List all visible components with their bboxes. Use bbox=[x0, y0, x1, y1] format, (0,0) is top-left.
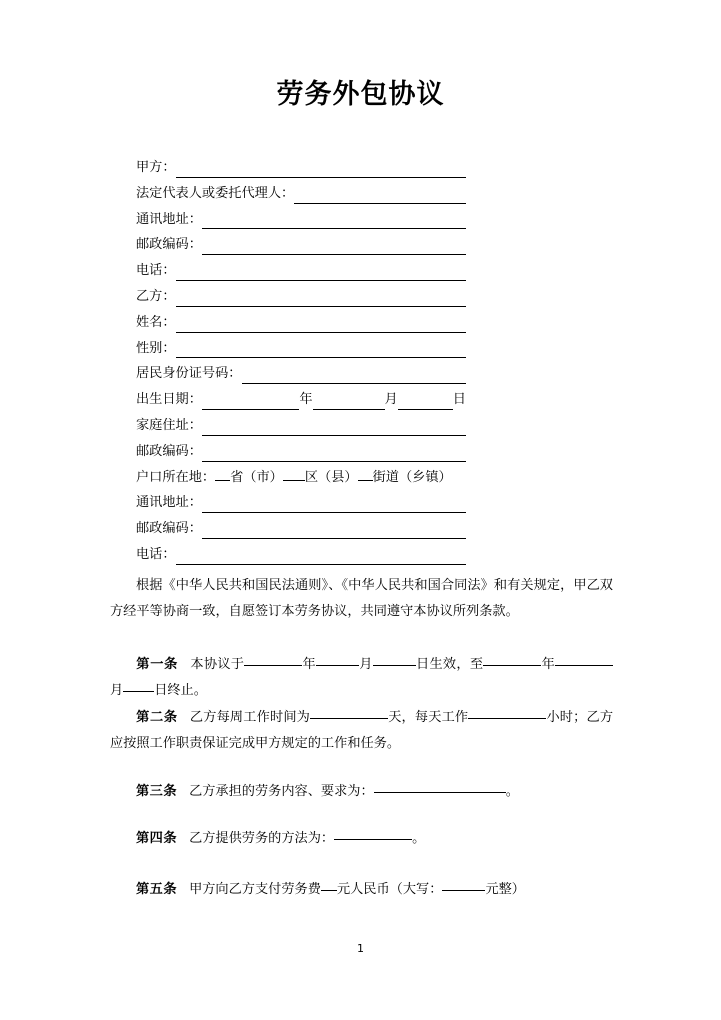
clause-number: 第四条 bbox=[136, 831, 178, 846]
fill-in-blank-amount-numeric[interactable] bbox=[321, 890, 337, 891]
fill-in-blank-end-year[interactable] bbox=[483, 665, 541, 666]
field-label: 法定代表人或委托代理人： bbox=[136, 185, 295, 201]
party-information-fields bbox=[136, 155, 466, 568]
fill-in-blank[interactable] bbox=[176, 177, 466, 178]
clause-text: 。 bbox=[505, 784, 519, 799]
field-label: 邮政编码： bbox=[136, 521, 202, 537]
fill-in-blank[interactable] bbox=[176, 564, 466, 565]
fill-in-blank-service-content[interactable] bbox=[374, 792, 506, 793]
field-row-postal-code-home bbox=[136, 439, 466, 465]
intro-text: 根据《中华人民共和国民法通则》、《中华人民共和国合同法》和有关规定，甲乙双方经平等协商一致，自愿签订本劳务协议，共同遵守本协议所列条款。 bbox=[110, 578, 613, 619]
fill-in-blank-days-per-week[interactable] bbox=[310, 718, 388, 719]
field-label: 家庭住址： bbox=[136, 417, 202, 433]
fill-in-blank[interactable] bbox=[294, 203, 466, 204]
clause-2 bbox=[110, 705, 613, 757]
clause-4 bbox=[110, 826, 613, 852]
field-label: 通讯地址： bbox=[136, 211, 202, 227]
clause-text: 甲方向乙方支付劳务费 bbox=[189, 882, 321, 897]
fill-in-blank-start-month[interactable] bbox=[316, 665, 359, 666]
field-label: 户口所在地： bbox=[136, 469, 216, 485]
field-label: 出生日期： bbox=[136, 392, 202, 408]
page-number: 1 bbox=[357, 942, 364, 955]
field-row-party-b bbox=[136, 284, 466, 310]
clause-3 bbox=[110, 779, 613, 805]
fill-in-blank[interactable] bbox=[202, 435, 466, 436]
clause-1 bbox=[110, 652, 613, 704]
fill-in-blank[interactable] bbox=[202, 254, 466, 255]
clause-text: 元人民币（大写： bbox=[336, 882, 443, 897]
unit-month: 月 bbox=[384, 392, 398, 408]
fill-in-blank-district[interactable] bbox=[283, 480, 305, 481]
field-label: 甲方： bbox=[136, 160, 176, 175]
fill-in-blank-end-month[interactable] bbox=[555, 665, 613, 666]
household-segment-street: 街道（乡镇） bbox=[372, 469, 452, 485]
fill-in-blank[interactable] bbox=[202, 538, 466, 539]
fill-in-blank-hours-per-day[interactable] bbox=[468, 718, 546, 719]
clause-number: 第一条 bbox=[136, 657, 179, 672]
clause-number: 第三条 bbox=[136, 784, 178, 799]
clause-number: 第五条 bbox=[136, 882, 178, 897]
fill-in-blank-year[interactable] bbox=[202, 409, 299, 410]
clause-text: 日终止。 bbox=[154, 683, 207, 698]
fill-in-blank[interactable] bbox=[176, 280, 466, 281]
household-segment-province: 省（市） bbox=[230, 469, 283, 485]
field-row-household-registration bbox=[136, 465, 466, 491]
intro-paragraph bbox=[110, 573, 613, 625]
fill-in-blank[interactable] bbox=[242, 383, 467, 384]
field-row-party-a bbox=[136, 155, 466, 181]
field-row-id-number bbox=[136, 361, 466, 387]
fill-in-blank[interactable] bbox=[202, 461, 466, 462]
clause-text: 小时；乙方应按照工作职责保证完成甲方规定的工作和任务。 bbox=[110, 710, 614, 751]
fill-in-blank[interactable] bbox=[176, 306, 466, 307]
field-label: 电话： bbox=[136, 263, 176, 279]
clause-text: 月 bbox=[110, 683, 124, 698]
fill-in-blank-street[interactable] bbox=[358, 480, 373, 481]
field-label: 居民身份证号码： bbox=[136, 366, 242, 382]
field-row-phone-b bbox=[136, 542, 466, 568]
field-label: 电话： bbox=[136, 546, 176, 562]
field-row-gender bbox=[136, 336, 466, 362]
fill-in-blank-amount-words[interactable] bbox=[442, 890, 485, 891]
field-label: 通讯地址： bbox=[136, 495, 202, 511]
household-segment-district: 区（县） bbox=[304, 469, 358, 485]
fill-in-blank-service-method[interactable] bbox=[334, 839, 412, 840]
field-row-postal-code-b bbox=[136, 516, 466, 542]
clause-text: 本协议于 bbox=[190, 657, 245, 672]
field-row-postal-code-a bbox=[136, 232, 466, 258]
clause-text: 乙方承担的劳务内容、要求为： bbox=[189, 784, 374, 799]
fill-in-blank-start-day[interactable] bbox=[373, 665, 416, 666]
clause-text: 。 bbox=[412, 831, 426, 846]
field-row-birth-date bbox=[136, 387, 466, 413]
fill-in-blank[interactable] bbox=[202, 512, 466, 513]
clause-number: 第二条 bbox=[136, 710, 178, 725]
clause-text: 元整） bbox=[485, 882, 525, 897]
fill-in-blank-start-year[interactable] bbox=[244, 665, 302, 666]
fill-in-blank-end-day[interactable] bbox=[123, 691, 154, 692]
fill-in-blank[interactable] bbox=[176, 332, 466, 333]
fill-in-blank-province[interactable] bbox=[215, 480, 230, 481]
field-row-mailing-address-a bbox=[136, 207, 466, 233]
fill-in-blank-month[interactable] bbox=[313, 409, 385, 410]
clause-text: 天，每天工作 bbox=[388, 710, 469, 725]
unit-day: 日 bbox=[452, 392, 466, 408]
field-label: 邮政编码： bbox=[136, 443, 202, 459]
unit-year: 年 bbox=[299, 392, 313, 408]
fill-in-blank-day[interactable] bbox=[398, 409, 453, 410]
page-title: 劳务外包协议 bbox=[276, 79, 445, 110]
field-row-home-address bbox=[136, 413, 466, 439]
clause-text: 年 bbox=[302, 657, 316, 672]
field-row-legal-representative bbox=[136, 181, 466, 207]
clause-text: 乙方提供劳务的方法为： bbox=[189, 831, 335, 846]
clause-text: 日生效，至 bbox=[415, 657, 484, 672]
fill-in-blank[interactable] bbox=[202, 228, 466, 229]
clause-text: 乙方每周工作时间为 bbox=[189, 710, 311, 725]
field-row-mailing-address-b bbox=[136, 490, 466, 516]
field-label: 姓名： bbox=[136, 314, 176, 330]
field-label: 乙方： bbox=[136, 288, 176, 304]
field-row-phone-a bbox=[136, 258, 466, 284]
field-label: 邮政编码： bbox=[136, 237, 202, 253]
clause-5 bbox=[110, 877, 613, 903]
clause-text: 月 bbox=[359, 657, 373, 672]
field-row-name bbox=[136, 310, 466, 336]
clause-text: 年 bbox=[541, 657, 556, 672]
fill-in-blank[interactable] bbox=[176, 357, 466, 358]
field-label: 性别： bbox=[136, 340, 176, 356]
